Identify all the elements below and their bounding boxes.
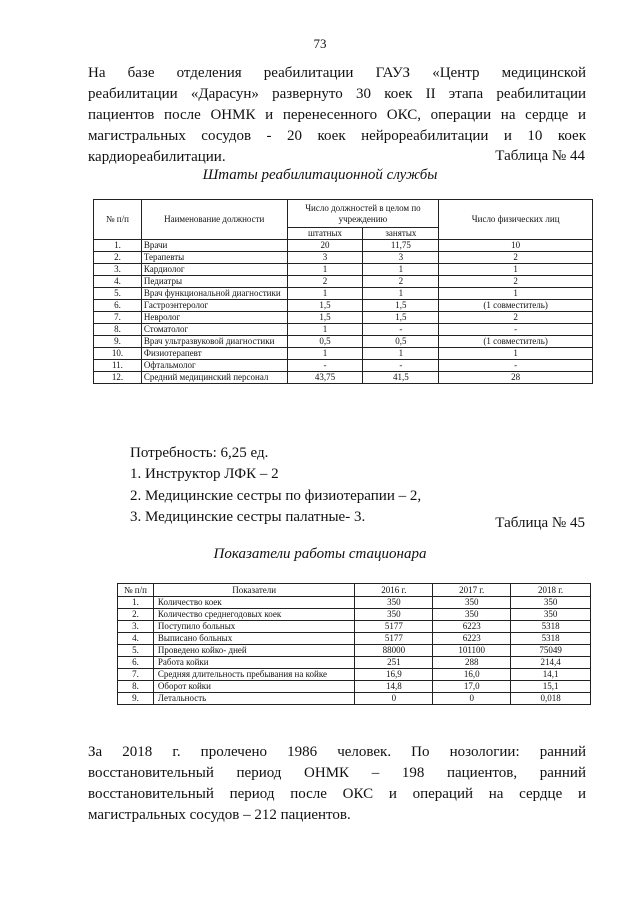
cell-position: Кардиолог [141,264,287,276]
table-row [94,360,593,372]
cell-2018: 5318 [511,621,591,633]
table-row [118,669,591,681]
cell-staffed: 2 [287,276,363,288]
table-45-title: Показатели работы стационара [213,546,427,562]
table-row [94,300,593,312]
cell-occupied: 11,75 [363,240,439,252]
cell-persons: 1 [439,348,593,360]
outro-paragraph [88,742,586,826]
needs-title: Потребность: 6,25 ед. [130,445,269,461]
cell-indicator: Количество среднегодовых коек [153,609,355,621]
cell-occupied: 0,5 [363,336,439,348]
cell-num: 12. [94,372,142,384]
table-row [118,597,591,609]
cell-num: 6. [118,657,154,669]
needs-item: 1. Инструктор ЛФК – 2 [130,466,279,482]
cell-num: 11. [94,360,142,372]
cell-2017: 6223 [433,621,511,633]
cell-num: 9. [94,336,142,348]
cell-num: 5. [118,645,154,657]
cell-2016: 88000 [355,645,433,657]
table-row [94,324,593,336]
page-number: 73 [313,36,327,51]
cell-staffed: 1 [287,264,363,276]
table-row [94,276,593,288]
cell-occupied: 1,5 [363,300,439,312]
table-row [94,348,593,360]
table-44-title: Штаты реабилитационной службы [202,167,438,183]
table-row [94,252,593,264]
cell-position: Средний медицинский персонал [141,372,287,384]
header-persons: Число физических лиц [439,200,593,240]
cell-persons: 1 [439,264,593,276]
table-row [94,240,593,252]
cell-occupied: 1 [363,264,439,276]
intro-line: реабилитации «Дарасун» развернуто 30 коек II этапа реабилитации [88,86,586,102]
cell-indicator: Средняя длительность пребывания на койке [153,669,355,681]
performance-table [117,583,591,705]
cell-num: 7. [118,669,154,681]
cell-num: 2. [118,609,154,621]
header-2016: 2016 г. [355,584,433,597]
cell-2017: 288 [433,657,511,669]
cell-position: Врач ультразвуковой диагностики [141,336,287,348]
table-row [118,621,591,633]
cell-position: Врач функциональной диагностики [141,288,287,300]
cell-indicator: Проведено койко- дней [153,645,355,657]
outro-line: магистральных сосудов – 212 пациентов. [88,807,351,823]
cell-2017: 17,0 [433,681,511,693]
cell-2016: 0 [355,693,433,705]
cell-num: 1. [94,240,142,252]
cell-staffed: 43,75 [287,372,363,384]
cell-persons: - [439,360,593,372]
cell-staffed: - [287,360,363,372]
cell-2016: 251 [355,657,433,669]
table-45-label: Таблица № 45 [495,515,585,531]
cell-2018: 14,1 [511,669,591,681]
table-row [118,681,591,693]
cell-indicator: Летальность [153,693,355,705]
cell-num: 6. [94,300,142,312]
cell-indicator: Оборот койки [153,681,355,693]
table-row [94,336,593,348]
cell-num: 2. [94,252,142,264]
cell-num: 8. [118,681,154,693]
cell-indicator: Работа койки [153,657,355,669]
cell-occupied: 1,5 [363,312,439,324]
header-occupied: занятых [363,228,439,240]
outro-line: восстановительный период после ОКС и операций на сердце и [88,786,586,802]
cell-occupied: 1 [363,348,439,360]
cell-2016: 5177 [355,633,433,645]
intro-line: магистральных сосудов - 20 коек нейрореабилитации и 10 коек [88,128,586,144]
cell-persons: 28 [439,372,593,384]
cell-occupied: 2 [363,276,439,288]
cell-2016: 16,9 [355,669,433,681]
table-row [118,645,591,657]
cell-staffed: 1 [287,324,363,336]
table-row [118,609,591,621]
outro-line: За 2018 г. пролечено 1986 человек. По нозологии: ранний [88,744,586,760]
header-num: № п/п [118,584,154,597]
needs-item: 3. Медицинские сестры палатные- 3. [130,509,366,525]
cell-num: 5. [94,288,142,300]
cell-2018: 350 [511,609,591,621]
cell-occupied: - [363,360,439,372]
cell-num: 9. [118,693,154,705]
cell-persons: (1 совместитель) [439,300,593,312]
cell-indicator: Поступило больных [153,621,355,633]
staff-table [93,199,593,384]
cell-2017: 0 [433,693,511,705]
table-row [94,312,593,324]
table-row [94,288,593,300]
cell-num: 1. [118,597,154,609]
cell-num: 3. [94,264,142,276]
cell-2017: 350 [433,597,511,609]
header-name: Наименование должности [141,200,287,240]
cell-2018: 5318 [511,633,591,645]
intro-line: На базе отделения реабилитации ГАУЗ «Центр медицинской [88,65,586,81]
header-2017: 2017 г. [433,584,511,597]
cell-position: Врачи [141,240,287,252]
cell-indicator: Выписано больных [153,633,355,645]
cell-position: Офтальмолог [141,360,287,372]
cell-2018: 214,4 [511,657,591,669]
cell-staffed: 1,5 [287,300,363,312]
table-44-label: Таблица № 44 [495,148,585,164]
intro-line: пациентов после ОНМК и перенесенного ОКС, операции на сердце и [88,107,586,123]
cell-staffed: 20 [287,240,363,252]
cell-num: 3. [118,621,154,633]
cell-2016: 350 [355,609,433,621]
table-row [94,264,593,276]
cell-occupied: 3 [363,252,439,264]
outro-line: восстановительный период ОНМК – 198 пациентов, ранний [88,765,586,781]
header-staffed: штатных [287,228,363,240]
cell-position: Стоматолог [141,324,287,336]
cell-2016: 14,8 [355,681,433,693]
cell-position: Педиатры [141,276,287,288]
cell-persons: 2 [439,312,593,324]
cell-2018: 15,1 [511,681,591,693]
cell-num: 7. [94,312,142,324]
cell-staffed: 1,5 [287,312,363,324]
cell-indicator: Количество коек [153,597,355,609]
table-row [94,372,593,384]
cell-position: Терапевты [141,252,287,264]
header-2018: 2018 г. [511,584,591,597]
intro-line: кардиореабилитации. [88,149,226,165]
cell-num: 8. [94,324,142,336]
cell-num: 10. [94,348,142,360]
cell-num: 4. [118,633,154,645]
cell-staffed: 0,5 [287,336,363,348]
cell-occupied: - [363,324,439,336]
cell-persons: 1 [439,288,593,300]
needs-item: 2. Медицинские сестры по физиотерапии – 2, [130,488,422,504]
cell-staffed: 3 [287,252,363,264]
cell-num: 4. [94,276,142,288]
cell-persons: 2 [439,252,593,264]
cell-2017: 6223 [433,633,511,645]
table-row [118,657,591,669]
cell-2017: 350 [433,609,511,621]
header-indicator: Показатели [153,584,355,597]
table-row [118,693,591,705]
cell-2018: 350 [511,597,591,609]
cell-staffed: 1 [287,348,363,360]
cell-position: Физиотерапевт [141,348,287,360]
cell-position: Невролог [141,312,287,324]
cell-occupied: 1 [363,288,439,300]
header-positions: Число должностей в целом по учреждению [287,200,439,228]
cell-2018: 0,018 [511,693,591,705]
cell-occupied: 41,5 [363,372,439,384]
cell-persons: (1 совместитель) [439,336,593,348]
cell-persons: 10 [439,240,593,252]
cell-position: Гастроэнтеролог [141,300,287,312]
cell-2017: 16,0 [433,669,511,681]
cell-2018: 75049 [511,645,591,657]
cell-2016: 350 [355,597,433,609]
table-row [118,633,591,645]
cell-persons: 2 [439,276,593,288]
cell-2016: 5177 [355,621,433,633]
cell-2017: 101100 [433,645,511,657]
header-num: № п/п [94,200,142,240]
cell-persons: - [439,324,593,336]
cell-staffed: 1 [287,288,363,300]
